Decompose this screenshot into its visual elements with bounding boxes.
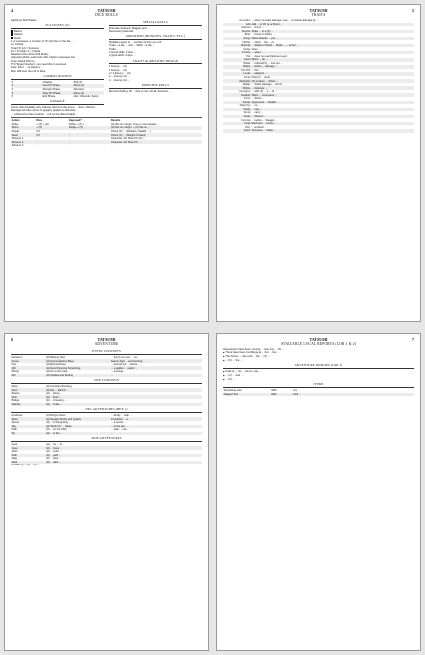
list-item: 1 Enemy ... (A): [109, 68, 127, 72]
table-cell: Stag: [11, 457, 17, 461]
body-text: Opposing Rolls: each side rolls; higher successes win.: [11, 56, 76, 60]
trait-description: ... Shield or Shoot ... Strike ... ... armor ...: [251, 44, 414, 48]
body-text: 4 good skills: 3 dice ...: [109, 54, 136, 58]
trait-description: When ... an ...: [251, 58, 414, 62]
body-text: Dramatic Setback: Stagger and ...: [109, 26, 150, 30]
body-text: 4+ Critical: [11, 43, 24, 47]
table-cell: (H) ... Cave ...: [45, 446, 202, 450]
trait-description: ... Wound ...: [251, 115, 414, 119]
checkbox-label: Default: [13, 33, 23, 37]
divider: [11, 117, 202, 118]
page-title: TATSUMI: [97, 8, 116, 13]
table-cell: Path: [11, 454, 45, 458]
table-cell: Ruin: [11, 395, 45, 399]
table-cell: (H) ... deer ...: [45, 457, 62, 461]
trait-description: ... Shoot ...: [251, 97, 265, 101]
trait-name: Brawler: [223, 30, 251, 34]
table-cell: Rising: [11, 370, 19, 374]
body-text: 10 = Trouble; 6 = Critical: [11, 49, 41, 53]
table-cell: Drive: [11, 417, 45, 421]
page-4: [4, 4, 209, 322]
table-cell: ... evening ...: [110, 370, 126, 374]
page-5: [216, 4, 421, 322]
trait-description: ... does not use Defense Level.: [251, 54, 288, 58]
table-cell: (H) 'Rock On' ... Steps: [45, 425, 110, 429]
table-cell: (H) Set ... Ranch ...: [45, 388, 202, 392]
table-cell: (H) Spoiled and Rotting: [45, 374, 110, 378]
table-cell: A troubled ... a ...: [110, 417, 202, 421]
trait-description: Point of ... reroll ...: [251, 76, 273, 79]
trait-name: Iron Will: [240, 68, 251, 72]
bullet-item: ◆ There have been rumblings at ... but ... the ...: [223, 351, 414, 355]
table-cell: Secret: [11, 421, 20, 425]
page-title: TATSUMI: [309, 337, 328, 342]
special-rolls-title: SPECIAL ROLLS: [109, 21, 202, 26]
list-item: 2 / 3 Enemy ... (A): [109, 71, 131, 75]
table-row: 5 End Phase Hits / Wounds / Items: [11, 95, 99, 99]
damage-title: DAMAGE: [11, 100, 104, 105]
trait-name: Strong: [243, 111, 251, 115]
intro-text: Adventurers have been coming ... now, but ... (X) ...: [223, 348, 285, 351]
trait-description: when ...: [251, 47, 261, 51]
table-cell: (H) Burned Down: [45, 363, 67, 367]
page-6: [4, 333, 209, 651]
trait-name: Tough: [223, 122, 251, 126]
trait-description: ... the ...: [251, 68, 261, 72]
page-content: [11, 19, 202, 318]
trait-name: Defender: [223, 44, 251, 48]
table-cell: ... kindly ... help ...: [110, 414, 132, 418]
section-title: ADVENTURE RUMORS (LOR 1): [223, 364, 414, 369]
table-cell: Seems high ... and buzzing ...: [110, 359, 202, 363]
table-cell: Kindness: [11, 414, 23, 418]
table-cell: Fly: [11, 432, 45, 436]
table-cell: Rot: [11, 374, 45, 378]
table-cell: (H) Missing Now: [45, 356, 65, 360]
table-cell: (H) ... Ruin ...: [45, 395, 202, 399]
table-cell: (H) Speaks Slowly and Quietly: [45, 417, 110, 421]
trait-name: Sharp Eye: [239, 104, 251, 108]
table-cell: Spirit: [11, 450, 18, 454]
page-number: 5: [412, 8, 414, 13]
trait-name: Nimble: [223, 86, 251, 90]
trait-description: Someone ... Strike ...: [251, 129, 414, 133]
body-text: Damage left after armor is applied, applies to Wounds.: [11, 109, 76, 113]
trait-name: Perceptive: [239, 90, 251, 94]
trait-description: ... may ...: [251, 108, 414, 112]
trait-description: ... Action ... damage ...: [251, 65, 414, 69]
table-cell: (H) Surrounded by Bees: [45, 359, 110, 363]
trait-name: Zealot: [223, 129, 251, 133]
checkbox-label: Good: [13, 36, 21, 40]
trait-name: Charge: [223, 37, 251, 41]
body-text: Reaction Dice (Dice Roll Mods): [11, 53, 49, 57]
table-row: [11, 374, 202, 378]
body-text: Total (X) (H) = Success: [11, 46, 39, 50]
trait-name: Mighty: [242, 83, 251, 87]
trait-name: Brute: [244, 33, 251, 37]
table-cell: Goal: [11, 443, 18, 447]
table-cell: (H) ... dark ...: [45, 461, 202, 465]
trait-name: Acrobatics: [239, 19, 251, 23]
table-cell: Sky: [11, 425, 45, 429]
table-row: Sneak (X) - Check (X) ... (Athletics, Stealth, ...): [11, 129, 151, 133]
modifiers-title: MODIFIERS (BONUSES, TRAITS, ETC.): [109, 35, 202, 40]
page-content: [223, 19, 414, 318]
trait-description: ... reduced by ... one per ...: [251, 61, 283, 65]
section-title: SITE CONCEPTS: [11, 379, 202, 384]
table-cell: (H) ... spirit ...: [45, 450, 62, 454]
trait-name: Leader: [223, 72, 251, 76]
trait-description: Add ... to (X) on a Shoot ...: [251, 23, 414, 27]
right-column: [109, 19, 202, 116]
table-row: [223, 129, 414, 133]
trait-name: Wary: [244, 125, 251, 129]
trait-name: Sturdy: [223, 115, 251, 119]
trait-name: Climber: [241, 40, 251, 44]
table-cell: ... in the sky ...: [110, 425, 202, 429]
adventure-table: [11, 385, 202, 406]
table-cell: Path: [11, 428, 17, 432]
page-7: [216, 333, 421, 651]
table-cell: (H) Constant Shouting: [45, 385, 72, 389]
body-text: Modifiers apply to ... number of dice you roll.: [109, 41, 162, 45]
bullet-item: ◆ Craft or ... (X) ... Items; may ...: [223, 370, 414, 374]
table-cell: (H) Good Opening Something: [45, 366, 110, 370]
table-row: [11, 403, 202, 407]
items-table: [223, 389, 414, 396]
trait-description: When ... successes ...: [251, 93, 414, 97]
trait-description: Opponents ... Stealth ...: [251, 101, 414, 105]
bullet-item: ◆ The farmer ... has a bit ... the ... (X) ...: [223, 355, 414, 359]
trait-description: (X) is taken ... Shoot ...: [251, 79, 414, 83]
table-cell: (H) ... on the Path: [45, 428, 67, 432]
trait-name: Savvy: [243, 97, 251, 101]
trait-name: Lucky: [243, 76, 251, 79]
table-header-row: Action Dice Opposed? Results: [11, 119, 121, 123]
trait-description: Strike ... to a (X) ...: [251, 30, 414, 34]
table-cell: Focus: [11, 359, 45, 363]
left-column: [11, 19, 104, 116]
list-item: 4 ... Enemy (A) ...: [109, 78, 130, 82]
adventure-table: [11, 443, 202, 464]
trait-description: ... Armor ...: [251, 26, 265, 30]
table-row: Steal (X) - Check (X) ... (Sleight of Hand): [11, 133, 202, 137]
body-text: Trap: Attack Roll vs. ...: [11, 59, 38, 63]
page-subtitle: AVAILABLE LOCAL REPORTS (LOR 1 & 2): [280, 342, 357, 346]
table-cell: Shop: [11, 385, 18, 389]
page-subtitle: DICE ROLLS: [95, 13, 118, 17]
trait-name: Marksman: [223, 79, 251, 83]
trait-description: ... climb ... the ... of ...: [251, 40, 277, 44]
table-cell: (H) ... path ...: [45, 454, 202, 458]
page-number: 4: [11, 8, 13, 13]
bullet-item: ◆ ... (X) ... the ...: [223, 359, 414, 363]
table-cell: Cave: [11, 446, 45, 450]
trait-description: ... when ...: [251, 51, 414, 55]
page-content: [223, 348, 414, 647]
trait-name: Guard: [223, 58, 251, 62]
combat-rounds-table: [11, 81, 104, 99]
table-row: 4 Slow PC Phase Move (A): [11, 91, 104, 95]
trait-description: Shoot Attacks ... you. ...: [251, 37, 414, 41]
adventure-table: [11, 414, 202, 435]
body-text: Armor with durability only reduces the hit to the armor ... Stun / Wound ...: [11, 106, 98, 110]
trait-name: Aim: [223, 23, 251, 27]
section-title: EVENT CONCEPTS: [11, 350, 202, 355]
body-text: 4 Good skills: 3 dice ...: [109, 51, 137, 55]
table-cell: Gift: [11, 366, 45, 370]
trait-name: Tactician: [240, 118, 251, 122]
table-row: Shoot + (X) Dodge + (X) (H) hits on margin. + (X) hits on ...: [11, 126, 202, 130]
table-cell: (H) Go to the Lake: [45, 370, 68, 374]
body-text: Fate: Don't ... of player's ...: [11, 66, 43, 70]
page-subtitle: ADVENTURE: [94, 342, 119, 346]
trait-name: Evasive: [223, 51, 251, 55]
trait-description: ... Defense ...: [251, 86, 414, 90]
table-row: 1 Initiative Roll (X): [11, 80, 83, 84]
body-text: 1-3 successes: a number of (X) (H) hits on the die ...: [11, 39, 74, 43]
table-cell: ... a secret ...: [110, 421, 126, 425]
table-cell: Wander: [11, 403, 45, 407]
trait-description: ... adjacent ...: [251, 72, 414, 76]
table-row: Scheme 2 - - Character roll: Slow PC ...: [11, 140, 202, 144]
bullet-item: ◆ ... (X) ...: [223, 378, 414, 382]
bullet-item: ◆ ... (X) ... and ...: [223, 374, 414, 378]
table-cell: Ravine: [11, 392, 20, 396]
table-cell: (H) ... Crossing ...: [45, 399, 67, 403]
trait-name: Armored: [241, 26, 251, 30]
trait-description: ... Strike Damage ... Armor ...: [251, 83, 286, 87]
section-title: SUCCESSES (X): [11, 24, 104, 29]
table-cell: (H) ... of Pregnancy: [45, 421, 69, 425]
table-row: Magical Tool NR2 ... Pick ...: [223, 393, 414, 397]
list-item: 3 ... Enemy (A) ...: [109, 75, 130, 79]
body-text: Recovering Wounds: [109, 30, 134, 34]
table-cell: ... path ... one ...: [110, 428, 130, 432]
body-text: Mal: 2d6 over the roll of Dice.: [11, 69, 46, 73]
trait-name: Sneaky: [223, 101, 251, 105]
table-cell: ...: [110, 374, 202, 378]
section-title: NPC ADVENTURES (HEX 1): [11, 408, 202, 413]
table-row: Something else NR2 ... (X) ...: [223, 389, 300, 393]
table-cell: Dark: [11, 461, 45, 465]
page-title: TATSUMI: [97, 337, 116, 342]
table-cell: (H) ... Trails ...: [45, 403, 202, 407]
table-cell: Farm: [11, 388, 45, 392]
checkbox-label: Basics: [13, 30, 22, 34]
adventure-table: [11, 356, 202, 377]
body-text: Monster Rolling: fill ... dice to roll; roll all monsters ...: [109, 89, 171, 93]
table-cell: ...: [110, 432, 202, 436]
body-text: Traits: +1 die ... and ... Skills: +1 die ...: [109, 44, 155, 48]
trait-description: ... no ...: [251, 104, 261, 108]
table-cell: Bridge: [11, 399, 20, 403]
table-cell: (H) Brings Cheer: [45, 414, 66, 418]
table-cell: ... burned out ... before ...: [110, 363, 141, 367]
trait-name: Steady: [223, 108, 251, 112]
body-text: ... a Wound to that Location ... roll on the Wound table ...: [11, 112, 79, 116]
trait-description: ... bonus to Strike ...: [251, 33, 275, 37]
table-row: Strike + (X) + (H) Strike + (X) + ... (H) hits on margin. One or more targets ...: [11, 122, 160, 126]
table-cell: ... they'll not ever ... no ...: [110, 356, 140, 360]
trait-description: ... with (X) ... a ... of ...: [251, 90, 277, 94]
table-cell: ... a golden ... useful ...: [110, 366, 202, 370]
table-row: 3 Monster Phase Monsters: [11, 88, 85, 92]
footer-text: Hit Rate (X) ... (X) ... (X) ...: [11, 464, 40, 467]
page-title: TATSUMI: [309, 8, 328, 13]
intro-heading: High/Low Roll Stakes: [11, 19, 37, 22]
trait-description: ... when you take damage, may ... to reduce damage by ...: [251, 19, 319, 23]
body-text: Traits: ...: [109, 47, 120, 51]
table-row: [11, 432, 202, 436]
trait-description: Maximum ... bonus ...: [251, 122, 414, 126]
page-number: 6: [11, 337, 13, 342]
action-table: [11, 119, 202, 147]
table-cell: Dendrum: [11, 356, 23, 360]
page-subtitle: TRAITS: [311, 13, 326, 17]
trait-description: ... Ambush ...: [251, 125, 267, 129]
section-title: SIDE ADVENTURES: [11, 437, 202, 442]
trait-description: ... carry ...: [251, 111, 264, 115]
trait-name: Resilient: [223, 93, 251, 97]
table-row: 2 Fast PC Phase Move (A): [11, 84, 104, 88]
body-text: TN (Target Number): you need this to succeed.: [11, 63, 67, 67]
trait-name: Fast: [246, 54, 251, 58]
traits-abilities-title: TRAITS & ABILITIES DESIGN: [109, 60, 202, 65]
trait-name: Healer: [243, 61, 251, 65]
trait-name: Hunter: [223, 65, 251, 69]
page-number: 7: [412, 337, 414, 342]
table-cell: (H) ... in the ...: [45, 432, 110, 436]
table-cell: (H) ... Deep ...: [45, 392, 63, 396]
items-title: ITEMS: [223, 383, 414, 388]
list-item: 1 Enemy ... (A): [109, 65, 127, 69]
trait-description: ... tactics ... Stagger ...: [251, 118, 278, 122]
traits-table: [223, 19, 414, 133]
combat-rounds-title: COMBAT ROUNDS: [11, 75, 104, 80]
monster-rolls-title: MONSTER ROLLS: [109, 84, 202, 89]
page-content: [11, 348, 202, 647]
table-cell: Fire: [11, 363, 17, 367]
table-cell: (H) ... for ... of ...: [45, 443, 65, 447]
table-row: Scheme 1 - - Character roll: Slow PC (X) / ...: [11, 137, 147, 141]
trait-name: Dodge: [243, 47, 251, 51]
table-row: Scheme 3 - - ...: [11, 144, 114, 148]
